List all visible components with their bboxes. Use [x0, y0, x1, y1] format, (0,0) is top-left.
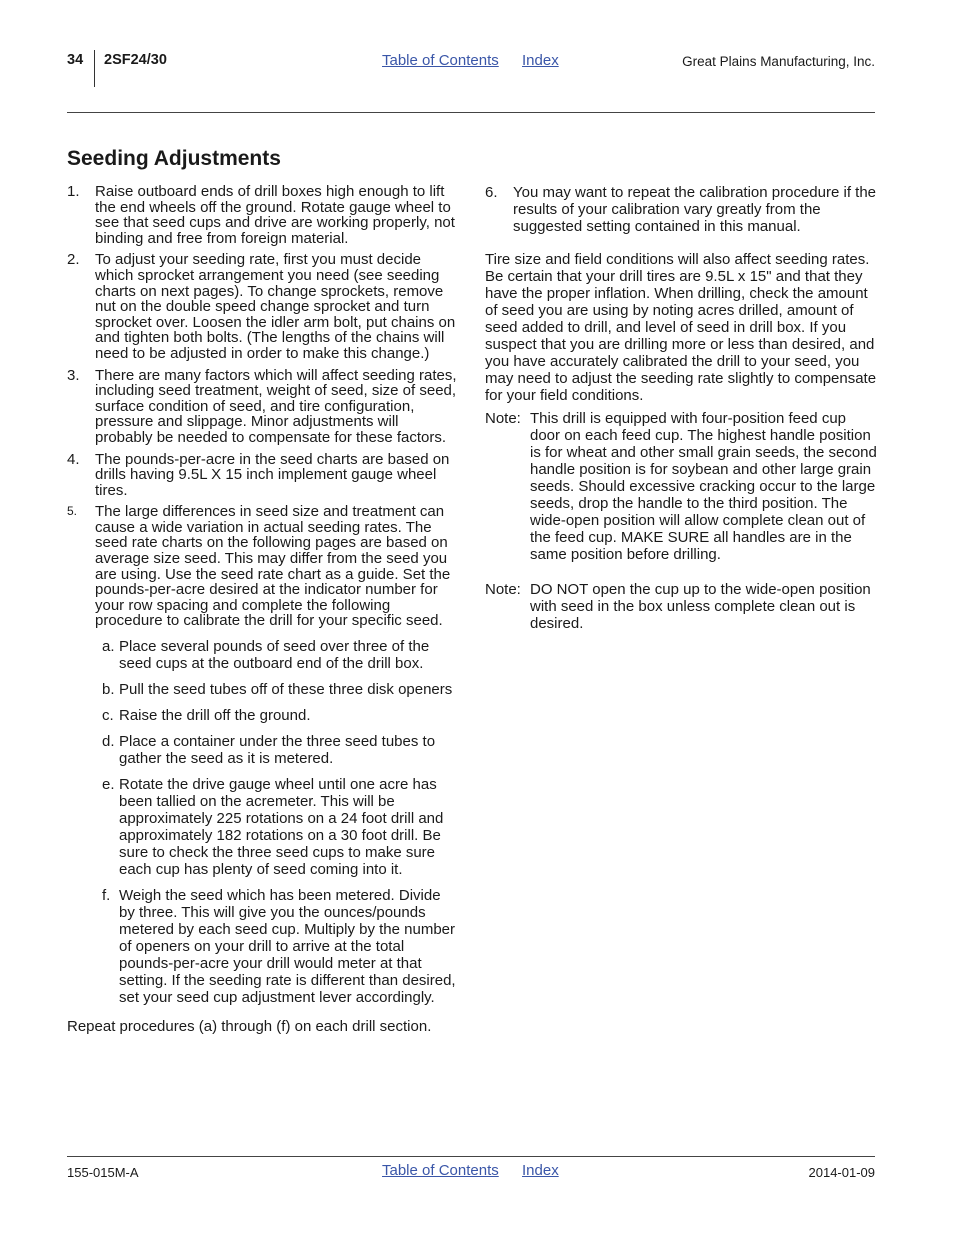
sub-list-item	[102, 776, 459, 878]
header-toc-link[interactable]: Table of Contents	[382, 52, 499, 69]
closing-paragraph: Repeat procedures (a) through (f) on each drill section.	[67, 1018, 432, 1036]
item-text: You may want to repeat the calibration procedure if the results of your calibration vary greatly from the suggested setting contained in this manual.	[513, 184, 877, 235]
item-text: Raise outboard ends of drill boxes high enough to lift the end wheels off the ground. Rotate gauge wheel to see that seed cups and drive are working properly, not binding and free from foreign material.	[95, 183, 455, 247]
item-number: 4.	[67, 450, 80, 468]
note-text: DO NOT open the cup up to the wide-open position with seed in the box unless complete clean out is desired.	[530, 581, 871, 632]
item-text: The large differences in seed size and treatment can cause a wide variation in actual seeding rates. The seed rate charts on the following pages are based on average size seed. This may differ from the seed you are using. Use the seed rate chart as a guide. Set the pounds-per-acre desired at the indicator number for your row spacing and complete the following procedure to calibrate the drill for your specific seed.	[95, 503, 451, 630]
doc-number: 155-015M-A	[67, 1165, 139, 1180]
right-column	[485, 184, 877, 632]
footer-rule	[67, 1156, 875, 1157]
item-text: The pounds-per-acre in the seed charts are based on drills having 9.5L X 15 inch implement gauge wheel tires.	[95, 450, 450, 499]
footer-toc-link[interactable]: Table of Contents	[382, 1162, 499, 1179]
sub-item-text: Pull the seed tubes off of these three disk openers	[119, 681, 453, 699]
item-number: 1.	[67, 183, 80, 200]
header-divider	[94, 50, 95, 87]
sub-list-item	[102, 887, 459, 1006]
page-number: 34	[67, 52, 84, 68]
left-column	[67, 184, 459, 1035]
sub-item-letter: b.	[102, 681, 115, 699]
item-number: 2.	[67, 251, 80, 269]
list-item	[67, 452, 459, 499]
header-index-link[interactable]: Index	[522, 52, 559, 69]
footer-index-link[interactable]: Index	[522, 1162, 559, 1179]
sub-list-item	[102, 638, 459, 672]
sub-item-text: Weigh the seed which has been metered. Divide by three. This will give you the ounces/pounds metered by each seed cup. Multiply by the number of openers on your drill to arrive at the total pounds-per-acre your drill would meter at that setting. If the seeding rate is different than desired, set your seed cup adjustment lever accordingly.	[119, 887, 456, 1007]
sub-list-item	[102, 707, 459, 724]
note	[485, 581, 877, 632]
list-item	[67, 504, 459, 629]
sub-item-text: Rotate the drive gauge wheel until one acre has been tallied on the acremeter. This will be approximately 225 rotations on a 24 foot drill and approximately 182 rotations on a 30 foot drill. Be sure to check the three seed cups to make sure each cup has plenty of seed coming into it.	[119, 776, 444, 879]
note-label: Note:	[485, 410, 521, 427]
sub-item-text: Place several pounds of seed over three of the seed cups at the outboard end of the drill box.	[119, 638, 430, 673]
note	[485, 410, 877, 563]
company-name: Great Plains Manufacturing, Inc.	[682, 54, 875, 69]
sub-item-letter: c.	[102, 707, 114, 725]
sub-item-letter: e.	[102, 776, 115, 794]
doc-date: 2014-01-09	[808, 1165, 875, 1180]
sub-item-letter: f.	[102, 887, 111, 905]
tire-size-paragraph: Tire size and field conditions will also affect seeding rates. Be certain that your drill tires are 9.5L x 15" and that they have the proper inflation. When drilling, check the amount of seed you are using by noting acres drilled, amount of seed added to drill, and level of seed in drill box. If you suspect that you are drilling more or less than desired, and you have accurately calibrated the drill to your seed, you may need to adjust the seeding rate slightly to compensate for your field conditions.	[485, 251, 877, 404]
sub-list-item	[102, 733, 459, 767]
note-label: Note:	[485, 581, 521, 598]
item-number: 3.	[67, 366, 80, 384]
list-item	[485, 184, 877, 235]
sub-item-text: Raise the drill off the ground.	[119, 707, 311, 725]
list-item	[67, 184, 459, 246]
section-title: Seeding Adjustments	[67, 147, 281, 170]
sub-list-item	[102, 681, 459, 698]
sub-item-text: Place a container under the three seed tubes to gather the seed as it is metered.	[119, 733, 436, 768]
list-item	[67, 252, 459, 361]
note-text: This drill is equipped with four-position feed cup door on each feed cup. The highest handle position is for wheat and other small grain seeds, the second handle position is for soybean and other large grain seeds. Should excessive cracking occur to the large seeds, drop the handle to the third position. The wide-open position will allow complete clean out of the feed cup. MAKE SURE all handles are in the same position before drilling.	[530, 410, 877, 563]
item-number: 6.	[485, 184, 498, 201]
sub-item-letter: a.	[102, 638, 115, 656]
header-rule	[67, 112, 875, 113]
sub-item-letter: d.	[102, 733, 115, 751]
item-text: There are many factors which will affect seeding rates, including seed treatment, weight of seed, size of seed, surface condition of seed, and tire configuration, pressure and slippage. Minor adjustments will probably be needed to compensate for these factors.	[95, 366, 457, 446]
item-number: 5.	[67, 504, 78, 519]
list-item	[67, 368, 459, 446]
model-name: 2SF24/30	[104, 52, 167, 68]
item-text: To adjust your seeding rate, first you must decide which sprocket arrangement you need (see seeding charts on next pages). To change sprockets, remove nut on the double speed change sprocket and turn sprocket over. Loosen the idler arm bolt, put chains on and tighten both bolts. (The lengths of the chains will need to be adjusted in order to make this change.)	[95, 251, 456, 362]
